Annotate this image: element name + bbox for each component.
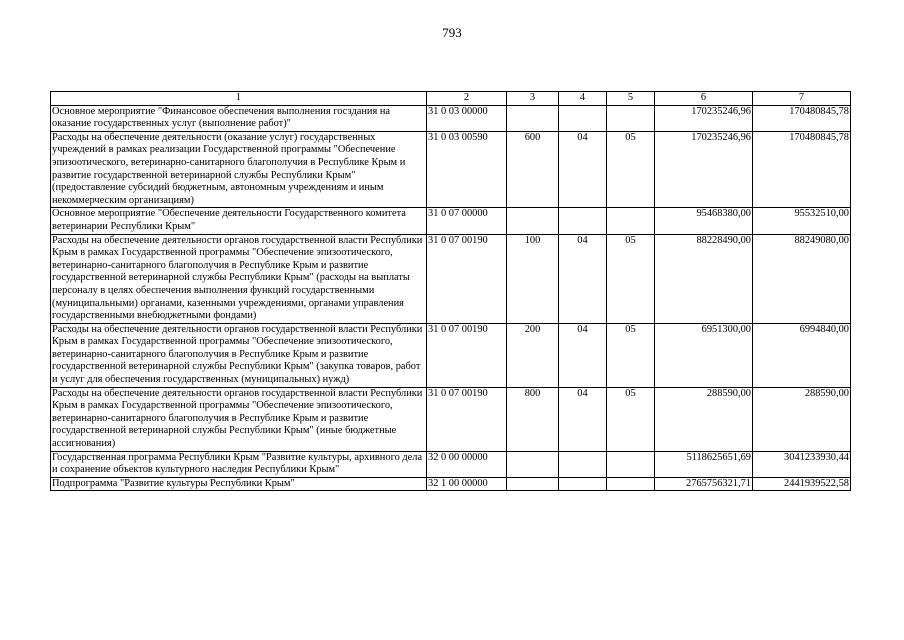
row-rz-cell — [559, 105, 607, 131]
row-rz-cell: 04 — [559, 234, 607, 323]
table-row — [51, 131, 851, 208]
row-code-cell: 31 0 07 00190 — [427, 323, 507, 387]
row-sum2-cell: 88249080,00 — [753, 234, 851, 323]
row-name-cell: Расходы на обеспечение деятельности органов государственной власти Республики Крым в рамках Государственной программы "Обеспечение эпизоотического, ветеринарно-санитарного благополучия в Республике Крым и развитие государственной ветеринарной службы Республики Крым" (иные бюджетные ассигнования) — [51, 387, 427, 451]
row-rz-cell — [559, 208, 607, 234]
row-vr-cell: 100 — [507, 234, 559, 323]
row-sum1-cell: 88228490,00 — [655, 234, 753, 323]
row-sum1-cell: 288590,00 — [655, 387, 753, 451]
row-code-cell: 31 0 07 00190 — [427, 387, 507, 451]
row-rz-cell — [559, 477, 607, 491]
row-vr-cell — [507, 105, 559, 131]
row-code-cell: 31 0 07 00000 — [427, 208, 507, 234]
row-code-cell: 31 0 03 00590 — [427, 131, 507, 208]
page-number: 793 — [442, 25, 462, 40]
table-header-row — [51, 92, 851, 106]
header-cell-rz: 4 — [559, 92, 607, 106]
row-pr-cell: 05 — [607, 323, 655, 387]
row-sum2-cell: 6994840,00 — [753, 323, 851, 387]
row-code-cell: 31 0 03 00000 — [427, 105, 507, 131]
table-row — [51, 387, 851, 451]
row-rz-cell: 04 — [559, 323, 607, 387]
row-pr-cell — [607, 105, 655, 131]
table-row — [51, 477, 851, 491]
row-vr-cell — [507, 477, 559, 491]
row-pr-cell — [607, 208, 655, 234]
row-name-cell: Подпрограмма "Развитие культуры Республики Крым" — [51, 477, 427, 491]
row-sum2-cell: 170480845,78 — [753, 105, 851, 131]
row-vr-cell: 600 — [507, 131, 559, 208]
header-cell-pr: 5 — [607, 92, 655, 106]
row-code-cell: 32 0 00 00000 — [427, 451, 507, 477]
row-vr-cell — [507, 208, 559, 234]
row-name-cell: Государственная программа Республики Крым "Развитие культуры, архивного дела и сохранение объектов культурного наследия Республики Крым" — [51, 451, 427, 477]
row-sum1-cell: 6951300,00 — [655, 323, 753, 387]
row-sum2-cell: 3041233930,44 — [753, 451, 851, 477]
row-name-cell: Расходы на обеспечение деятельности органов государственной власти Республики Крым в рамках Государственной программы "Обеспечение эпизоотического, ветеринарно-санитарного благополучия в Республике Крым и развитие государственной ветеринарной службы Республики Крым" (закупка товаров, работ и услуг для обеспечения государственных (муниципальных) нужд) — [51, 323, 427, 387]
table-row — [51, 234, 851, 323]
table-row — [51, 323, 851, 387]
row-name-cell: Расходы на обеспечение деятельности (оказание услуг) государственных учреждений в рамках реализации Государственной программы "Обеспечение эпизоотического, ветеринарно-санитарного благополучия в Республике Крым и развитие государственной ветеринарной службы Республики Крым" (предоставление субсидий бюджетным, автономным учреждениям и иным некоммерческим организациям) — [51, 131, 427, 208]
row-pr-cell: 05 — [607, 387, 655, 451]
row-name-cell: Расходы на обеспечение деятельности органов государственной власти Республики Крым в рамках Государственной программы "Обеспечение эпизоотического, ветеринарно-санитарного благополучия в Республике Крым и развитие государственной ветеринарной службы Республики Крым" (расходы на выплаты персоналу в целях обеспечения выполнения функций государственными (муниципальными) органами, казенными учреждениями, органами управления государственными внебюджетными фондами) — [51, 234, 427, 323]
row-sum2-cell: 2441939522,58 — [753, 477, 851, 491]
row-code-cell: 32 1 00 00000 — [427, 477, 507, 491]
row-sum2-cell: 288590,00 — [753, 387, 851, 451]
row-name-cell: Основное мероприятие "Обеспечение деятельности Государственного комитета ветеринарии Республики Крым" — [51, 208, 427, 234]
header-cell-vr: 3 — [507, 92, 559, 106]
row-vr-cell — [507, 451, 559, 477]
table-body — [51, 92, 851, 491]
row-pr-cell — [607, 451, 655, 477]
header-cell-sum1: 6 — [655, 92, 753, 106]
row-sum1-cell: 170235246,96 — [655, 131, 753, 208]
row-pr-cell — [607, 477, 655, 491]
row-sum1-cell: 2765756321,71 — [655, 477, 753, 491]
row-rz-cell: 04 — [559, 387, 607, 451]
header-cell-name: 1 — [51, 92, 427, 106]
table-row — [51, 105, 851, 131]
row-sum2-cell: 95532510,00 — [753, 208, 851, 234]
row-sum1-cell: 95468380,00 — [655, 208, 753, 234]
header-cell-sum2: 7 — [753, 92, 851, 106]
row-sum2-cell: 170480845,78 — [753, 131, 851, 208]
row-sum1-cell: 170235246,96 — [655, 105, 753, 131]
row-pr-cell: 05 — [607, 131, 655, 208]
table-row — [51, 451, 851, 477]
row-pr-cell: 05 — [607, 234, 655, 323]
row-code-cell: 31 0 07 00190 — [427, 234, 507, 323]
table-row — [51, 208, 851, 234]
row-sum1-cell: 5118625651,69 — [655, 451, 753, 477]
header-cell-code: 2 — [427, 92, 507, 106]
row-rz-cell: 04 — [559, 131, 607, 208]
row-vr-cell: 200 — [507, 323, 559, 387]
row-name-cell: Основное мероприятие "Финансовое обеспечения выполнения госздания на оказание государственных услуг (выполнение работ)" — [51, 105, 427, 131]
row-rz-cell — [559, 451, 607, 477]
budget-table — [50, 91, 851, 491]
row-vr-cell: 800 — [507, 387, 559, 451]
